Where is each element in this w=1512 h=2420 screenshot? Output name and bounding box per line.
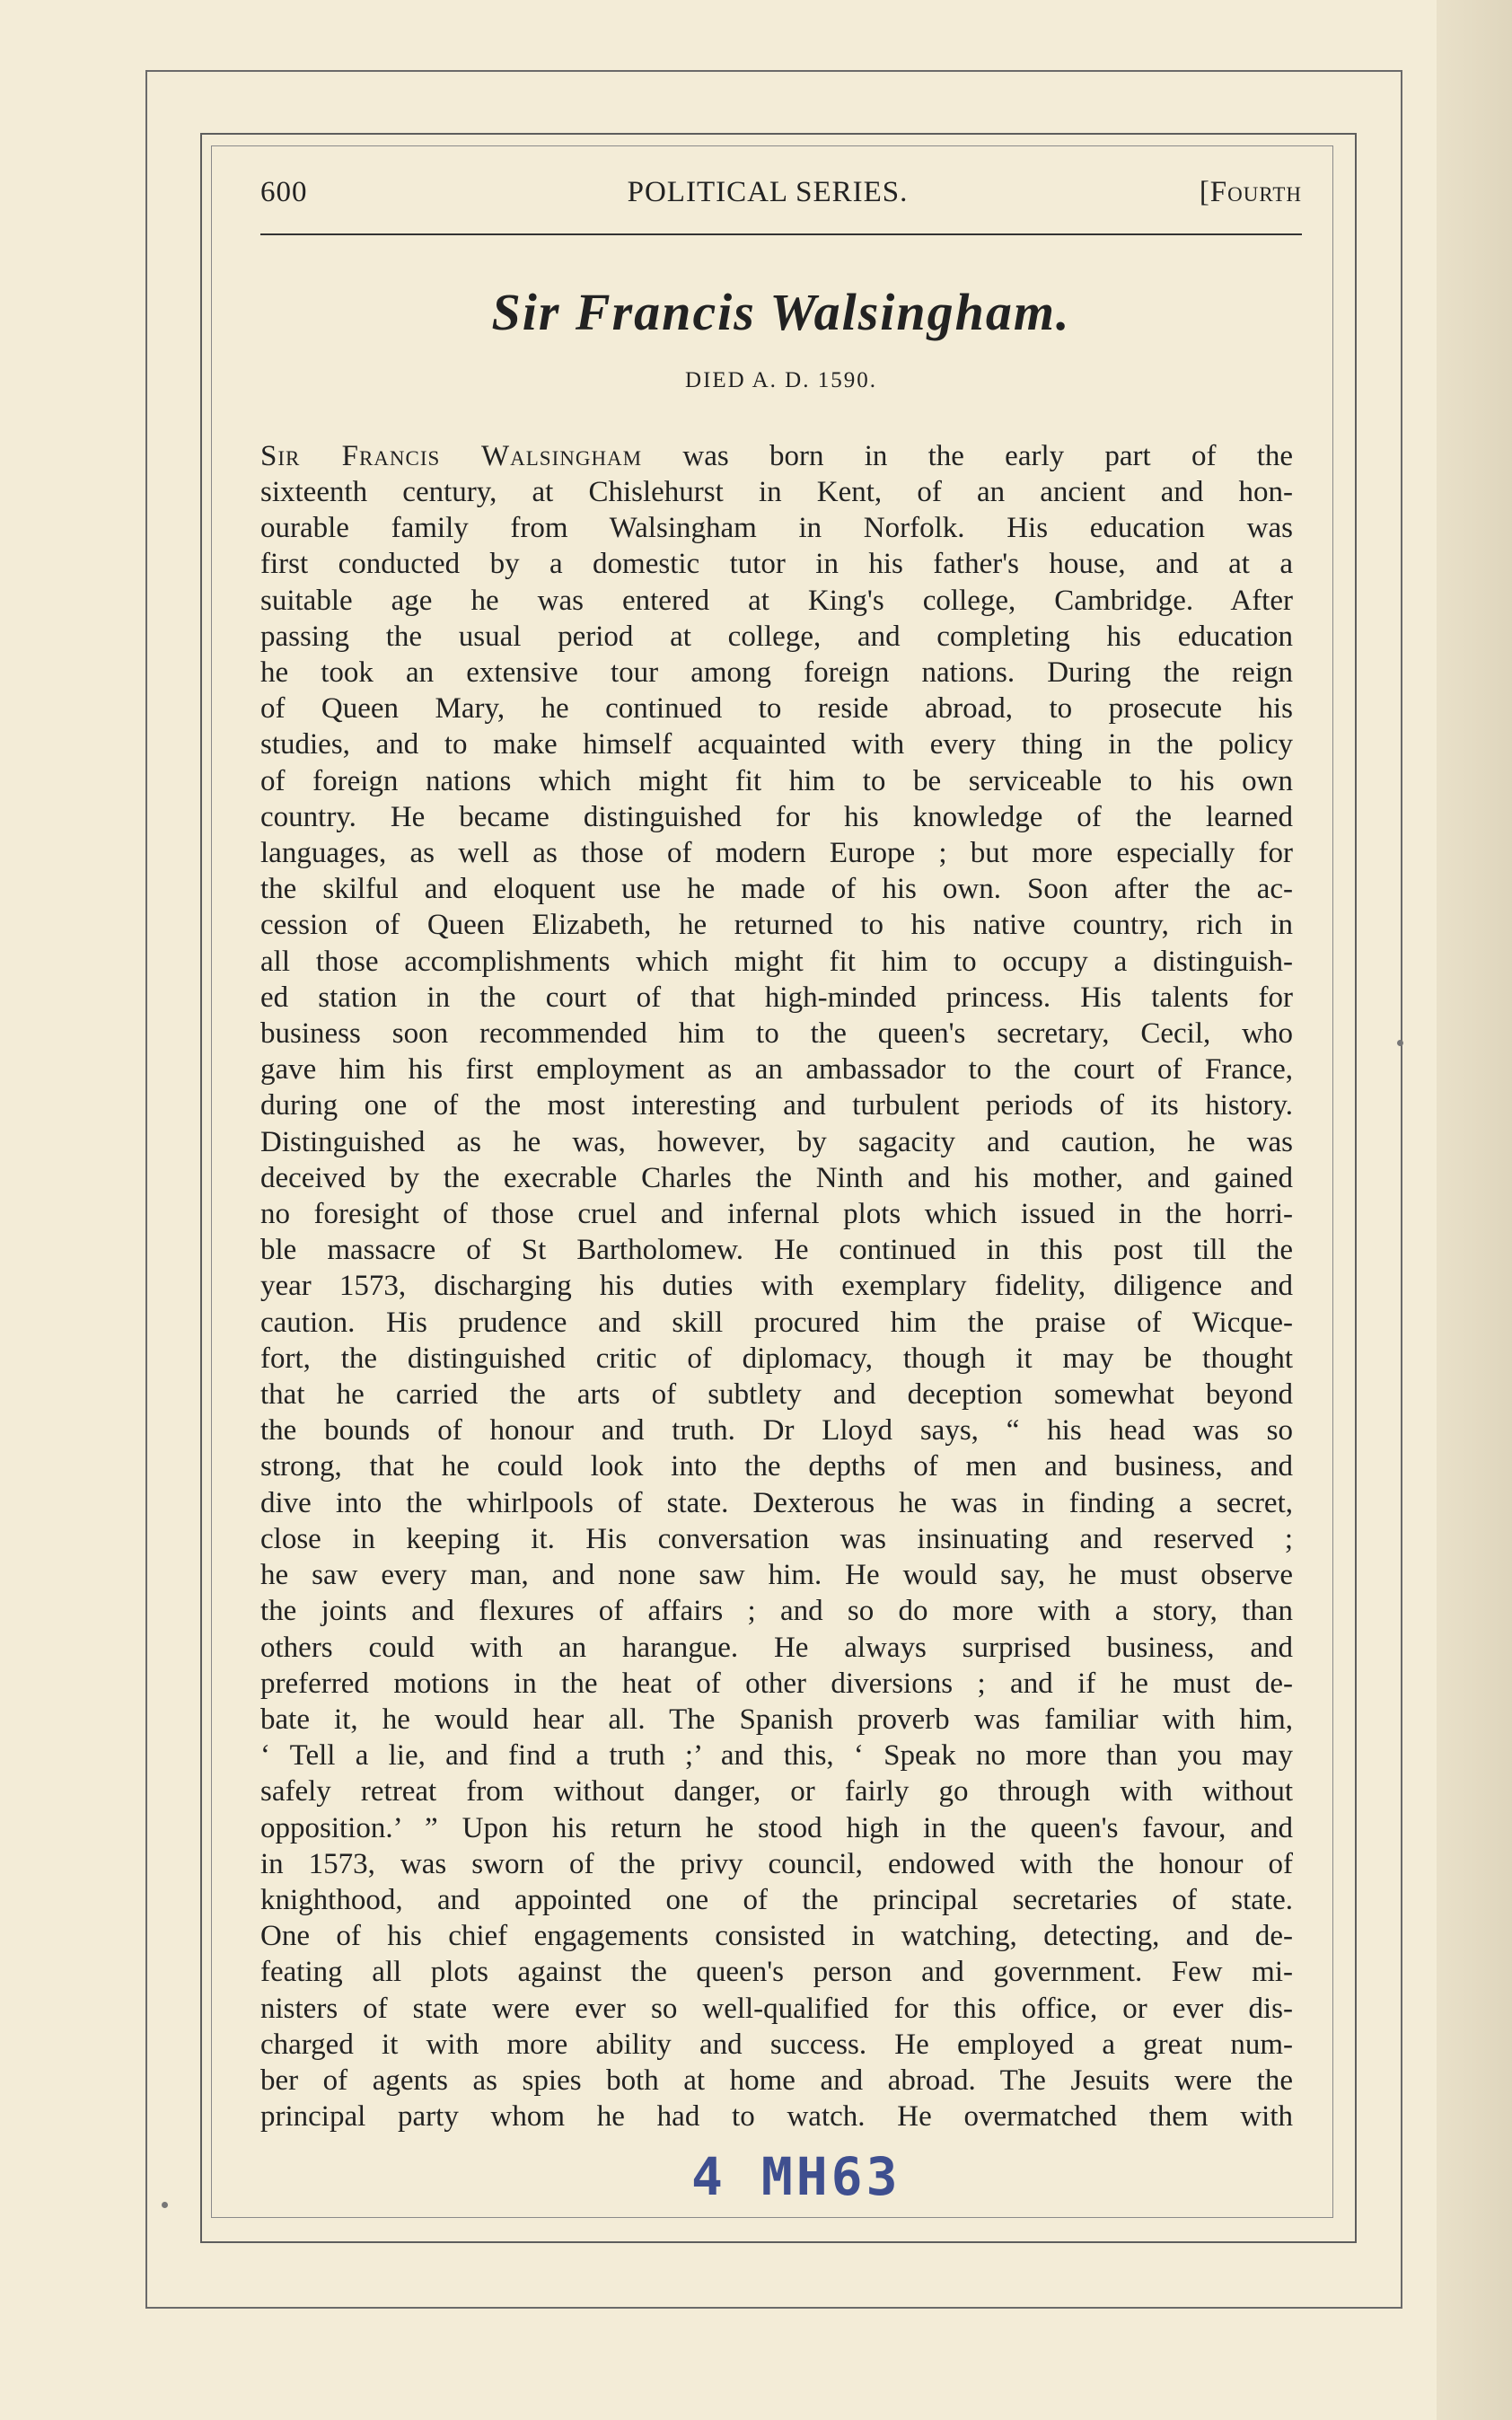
- body-line: during one of the most interesting and turbulent periods of its history.: [260, 1089, 1293, 1122]
- header-rule: [260, 233, 1302, 235]
- body-line: ble massacre of St Bartholomew. He continued in this post till the: [260, 1234, 1293, 1267]
- section-label: [Fourth: [1199, 176, 1302, 208]
- margin-speck: [1397, 1040, 1403, 1046]
- body-line: ed station in the court of that high-minded princess. His talents for: [260, 981, 1293, 1014]
- body-line: suitable age he was entered at King's college, Cambridge. After: [260, 584, 1293, 617]
- body-line: first conducted by a domestic tutor in his father's house, and at a: [260, 548, 1293, 581]
- page-number: 600: [260, 176, 308, 208]
- body-line: that he carried the arts of subtlety and deception somewhat beyond: [260, 1378, 1293, 1412]
- body-line: languages, as well as those of modern Europe ; but more especially for: [260, 837, 1293, 870]
- body-line: close in keeping it. His conversation was insinuating and reserved ;: [260, 1522, 1293, 1555]
- body-line: deceived by the execrable Charles the Ninth and his mother, and gained: [260, 1161, 1293, 1194]
- body-line: all those accomplishments which might fit him to occupy a distinguish-: [260, 945, 1293, 978]
- body-line: feating all plots against the queen's person and government. Few mi-: [260, 1956, 1293, 1989]
- body-line: strong, that he could look into the depths of men and business, and: [260, 1450, 1293, 1483]
- body-line: sixteenth century, at Chislehurst in Kent, of an ancient and hon-: [260, 476, 1293, 508]
- body-line: others could with an harangue. He always surprised business, and: [260, 1631, 1293, 1664]
- body-line: Distinguished as he was, however, by sagacity and caution, he was: [260, 1125, 1293, 1158]
- body-line: dive into the whirlpools of state. Dexterous he was in finding a secret,: [260, 1486, 1293, 1519]
- body-line: in 1573, was sworn of the privy council, endowed with the honour of: [260, 1847, 1293, 1880]
- body-line: One of his chief engagements consisted in watching, detecting, and de-: [260, 1920, 1293, 1953]
- body-line: gave him his first employment as an ambassador to the court of France,: [260, 1053, 1293, 1087]
- body-line: bate it, he would hear all. The Spanish proverb was familiar with him,: [260, 1703, 1293, 1736]
- body-line: year 1573, discharging his duties with exemplary fidelity, diligence and: [260, 1270, 1293, 1303]
- body-line: fort, the distinguished critic of diplomacy, though it may be thought: [260, 1342, 1293, 1375]
- article-title: Sir Francis Walsingham.: [491, 283, 1071, 341]
- body-line: of Queen Mary, he continued to reside abroad, to prosecute his: [260, 692, 1293, 726]
- margin-speck: [162, 2202, 168, 2208]
- body-line: [260, 438, 1293, 474]
- body-line: opposition.’ ” Upon his return he stood high in the queen's favour, and: [260, 1811, 1293, 1844]
- body-line: ourable family from Walsingham in Norfolk. His education was: [260, 512, 1293, 545]
- page-content: [260, 171, 1302, 2134]
- body-line: the joints and flexures of affairs ; and so do more with a story, than: [260, 1595, 1293, 1628]
- body-line: of foreign nations which might fit him to be serviceable to his own: [260, 764, 1293, 797]
- running-head: [260, 176, 1302, 219]
- body-line-text: was born in the early part of the: [642, 439, 1294, 472]
- death-date: DIED A. D. 1590.: [685, 367, 877, 392]
- body-line: cession of Queen Elizabeth, he returned to his native country, rich in: [260, 909, 1293, 942]
- body-line: country. He became distinguished for his knowledge of the learned: [260, 800, 1293, 833]
- body-line: no foresight of those cruel and infernal plots which issued in the horri-: [260, 1198, 1293, 1231]
- body-line: the skilful and eloquent use he made of his own. Soon after the ac-: [260, 873, 1293, 906]
- body-line: studies, and to make himself acquainted with every thing in the policy: [260, 728, 1293, 761]
- body-line: nisters of state were ever so well-qualified for this office, or ever dis-: [260, 1992, 1293, 2025]
- body-line: knighthood, and appointed one of the principal secretaries of state.: [260, 1883, 1293, 1916]
- body-line: he saw every man, and none saw him. He would say, he must observe: [260, 1559, 1293, 1592]
- library-stamp: 4 MH63: [691, 2146, 901, 2207]
- body-line: passing the usual period at college, and completing his education: [260, 620, 1293, 653]
- body-line: safely retreat from without danger, or fairly go through with without: [260, 1775, 1293, 1808]
- page-edge-shadow: [1437, 0, 1512, 2420]
- body-line: charged it with more ability and success. He employed a great num-: [260, 2028, 1293, 2061]
- body-line: ‘ Tell a lie, and find a truth ;’ and this, ‘ Speak no more than you may: [260, 1739, 1293, 1773]
- body-line: ber of agents as spies both at home and abroad. The Jesuits were the: [260, 2064, 1293, 2097]
- article-body: [260, 438, 1293, 2135]
- body-line: business soon recommended him to the queen's secretary, Cecil, who: [260, 1017, 1293, 1051]
- body-line: principal party whom he had to watch. He overmatched them with: [260, 2100, 1293, 2134]
- body-line: preferred motions in the heat of other diversions ; and if he must de-: [260, 1667, 1293, 1700]
- lead-name: Sir Francis Walsingham: [260, 439, 643, 472]
- body-line: the bounds of honour and truth. Dr Lloyd says, “ his head was so: [260, 1414, 1293, 1448]
- series-title: POLITICAL SERIES.: [627, 176, 909, 208]
- body-line: he took an extensive tour among foreign nations. During the reign: [260, 656, 1293, 690]
- body-line: caution. His prudence and skill procured him the praise of Wicque-: [260, 1306, 1293, 1339]
